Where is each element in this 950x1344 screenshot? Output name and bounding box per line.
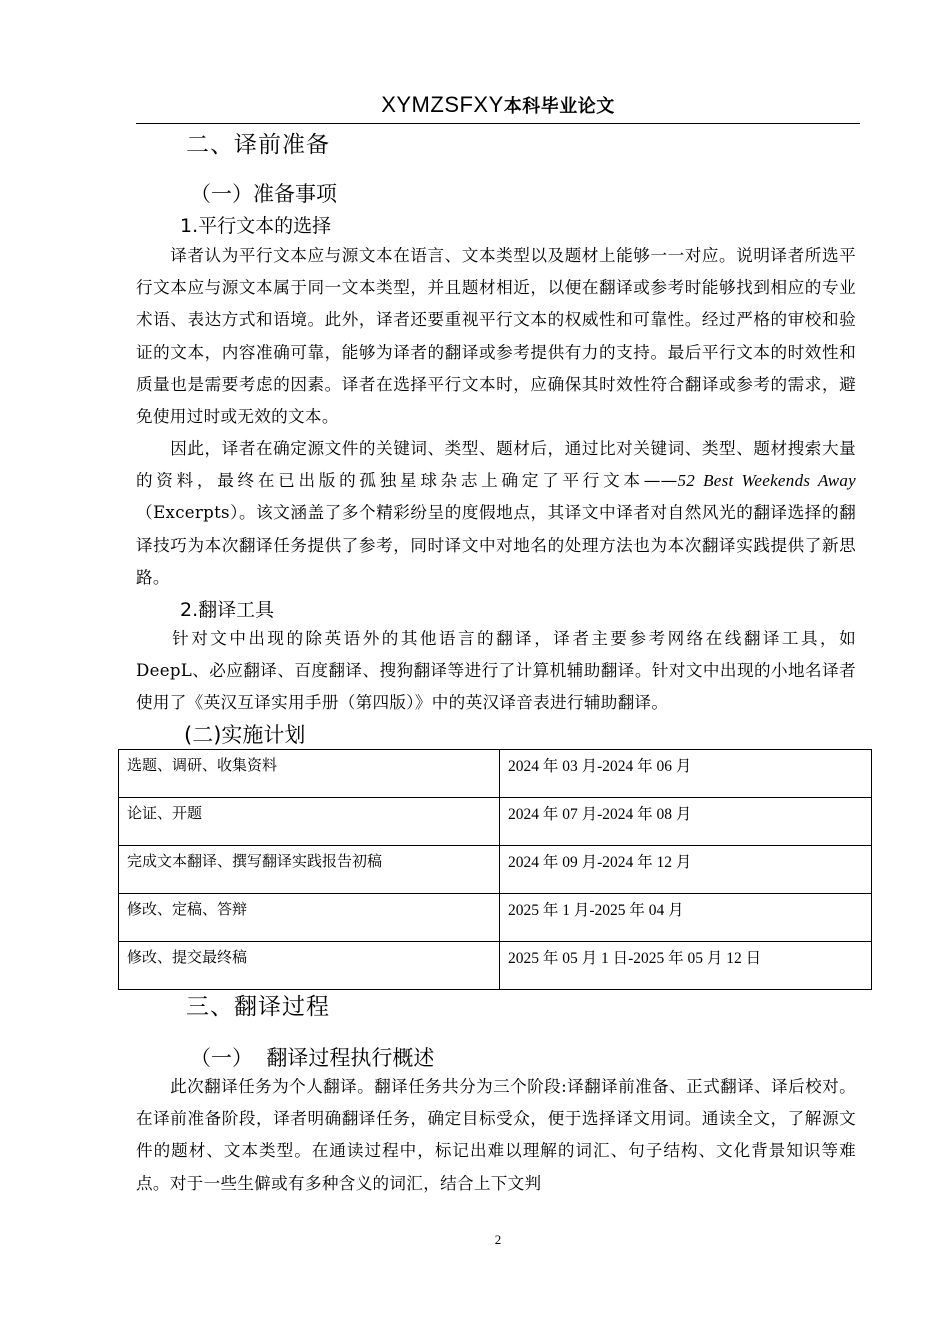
paragraph-text: 因此，译者在确定源文件的关键词、类型、题材后，通过比对关键词、类型、题材搜索大量的资料，最终在已出版的孤独星球杂志上确定了平行文本—— (136, 439, 856, 491)
page-header-title (136, 92, 860, 118)
paragraph-process-overview (136, 1071, 856, 1200)
parallel-text-title: 52 Best Weekends Away (677, 471, 856, 491)
paragraph-text: 译者认为平行文本应与源文本在语言、文本类型以及题材上能够一一对应。说明译者所选平行文本应与源文本属于同一文本类型，并且题材相近，以便在翻译或参考时能够找到相应的专业术语、表达方式和语境。此外，译者还要重视平行文本的权威性和可靠性。经过严格的审校和验证的文本，内容准确可靠，能够为译者的翻译或参考提供有力的支持。最后平行文本的时效性和质量也是需要考虑的因素。译者在选择平行文本时，应确保其时效性符合翻译或参考的需求，避免使用过时或无效的文本。 (136, 246, 856, 427)
plan-task-cell: 完成文本翻译、撰写翻译实践报告初稿 (119, 846, 500, 894)
table-row (119, 846, 872, 894)
paragraph-parallel-text-1 (136, 240, 856, 433)
paragraph-translation-tools (136, 623, 856, 720)
table-row (119, 942, 872, 990)
header-title-latin: XYMZSFXY (381, 92, 504, 117)
plan-time-cell: 2024 年 07 月-2024 年 08 月 (500, 798, 872, 846)
subsection-2-1-heading: （一）准备事项 (190, 182, 337, 206)
table-row (119, 750, 872, 798)
header-divider (136, 123, 860, 124)
table-row (119, 894, 872, 942)
plan-time-cell: 2024 年 09 月-2024 年 12 月 (500, 846, 872, 894)
subsection-2-2-heading: (二)实施计划 (184, 723, 306, 747)
implementation-plan-table (118, 749, 872, 990)
paragraph-text: 针对文中出现的除英语外的其他语言的翻译，译者主要参考网络在线翻译工具，如 DeepL、必应翻译、百度翻译、搜狗翻译等进行了计算机辅助翻译。针对文中出现的小地名译者使用了《英汉互译实用手册（第四版）》中的英汉译音表进行辅助翻译。 (136, 629, 856, 713)
subsection-3-1-heading: （一） 翻译过程执行概述 (190, 1046, 435, 1070)
plan-time-cell: 2024 年 03 月-2024 年 06 月 (500, 750, 872, 798)
plan-task-cell: 修改、提交最终稿 (119, 942, 500, 990)
page-number: 2 (494, 1232, 502, 1247)
paragraph-text: （Excerpts）。该文涵盖了多个精彩纷呈的度假地点，其译文中译者对自然风光的翻译选择的翻译技巧为本次翻译任务提供了参考，同时译文中对地名的处理方法也为本次翻译实践提供了新思路。 (136, 503, 856, 587)
section-3-heading: 三、翻译过程 (186, 994, 330, 1020)
plan-task-cell: 论证、开题 (119, 798, 500, 846)
paragraph-text: 此次翻译任务为个人翻译。翻译任务共分为三个阶段:译翻译前准备、正式翻译、译后校对。在译前准备阶段，译者明确翻译任务，确定目标受众，便于选择译文用词。通读全文，了解源文件的题材、文本类型。在通读过程中，标记出难以理解的词汇、句子结构、文化背景知识等难点。对于一些生僻或有多种含义的词汇，结合上下文判 (136, 1077, 856, 1193)
item-2-heading: 2.翻译工具 (180, 599, 275, 621)
paragraph-parallel-text-2 (136, 433, 856, 594)
plan-time-cell: 2025 年 1 月-2025 年 04 月 (500, 894, 872, 942)
item-1-heading: 1.平行文本的选择 (180, 215, 332, 237)
header-title-cjk: 本科毕业论文 (503, 96, 615, 117)
table-row (119, 798, 872, 846)
plan-time-cell: 2025 年 05 月 1 日-2025 年 05 月 12 日 (500, 942, 872, 990)
plan-task-cell: 选题、调研、收集资料 (119, 750, 500, 798)
section-2-heading: 二、译前准备 (186, 132, 330, 158)
plan-task-cell: 修改、定稿、答辩 (119, 894, 500, 942)
